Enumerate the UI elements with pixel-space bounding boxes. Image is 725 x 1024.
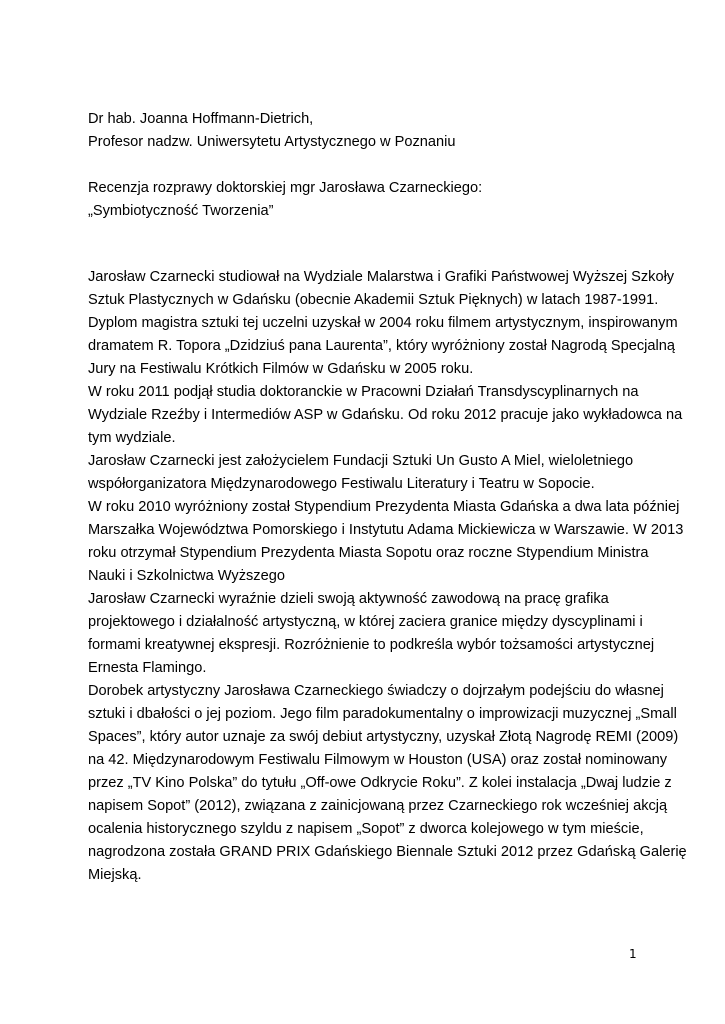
author-affiliation: Profesor nadzw. Uniwersytetu Artystycznego w Poznaniu [88, 134, 456, 150]
page-number: 1 [629, 947, 637, 961]
body-line: Jarosław Czarnecki studiował na Wydziale Malarstwa i Grafiki Państwowej Wyższej Szkoły [88, 269, 675, 285]
body-line: Spaces”, który autor uznaje za swój debiut artystyczny, uzyskał Złotą Nagrodę REMI (2009) [88, 729, 679, 745]
body-line: Jarosław Czarnecki jest założycielem Fundacji Sztuki Un Gusto A Miel, wieloletniego [88, 453, 634, 469]
body-line: Jarosław Czarnecki wyraźnie dzieli swoją aktywność zawodową na pracę grafika [88, 591, 609, 607]
body-line: formami kreatywnej ekspresji. Rozróżnienie to podkreśla wybór tożsamości artystycznej [88, 637, 655, 653]
dissertation-title: „Symbiotyczność Tworzenia” [88, 203, 274, 219]
body-line: współorganizatora Międzynarodowego Festiwalu Literatury i Teatru w Sopocie. [88, 476, 595, 492]
body-line: Nauki i Szkolnictwa Wyższego [88, 568, 285, 584]
body-line: roku otrzymał Stypendium Prezydenta Miasta Sopotu oraz roczne Stypendium Ministra [88, 545, 649, 561]
author-name: Dr hab. Joanna Hoffmann-Dietrich, [88, 111, 314, 127]
review-title-block [88, 177, 688, 223]
body-line: W roku 2011 podjął studia doktoranckie w Pracowni Działań Transdyscyplinarnych na [88, 384, 639, 400]
body-line: Ernesta Flamingo. [88, 660, 207, 676]
body-line: sztuki i dbałości o jej poziom. Jego film paradokumentalny o improwizacji muzycznej „Small [88, 706, 677, 722]
body-line: Miejską. [88, 867, 142, 883]
body-line: tym wydziale. [88, 430, 176, 446]
author-header [88, 108, 688, 154]
body-line: W roku 2010 wyróżniony został Stypendium Prezydenta Miasta Gdańska a dwa lata później [88, 499, 680, 515]
body-line: Jury na Festiwalu Krótkich Filmów w Gdańsku w 2005 roku. [88, 361, 474, 377]
body-line: Wydziale Rzeźby i Intermediów ASP w Gdańsku. Od roku 2012 pracuje jako wykładowca na [88, 407, 683, 423]
body-line: Dyplom magistra sztuki tej uczelni uzyskał w 2004 roku filmem artystycznym, inspirowanym [88, 315, 678, 331]
body-line: dramatem R. Topora „Dzidziuś pana Laurenta”, który wyróżniony został Nagrodą Specjalną [88, 338, 676, 354]
body-line: przez „TV Kino Polska” do tytułu „Off-owe Odkrycie Roku”. Z kolei instalacja „Dwaj ludzie z [88, 775, 672, 791]
body-line: nagrodzona została GRAND PRIX Gdańskiego Biennale Sztuki 2012 przez Gdańską Galerię [88, 844, 687, 860]
body-line: napisem Sopot” (2012), związana z zainicjowaną przez Czarneckiego rok wcześniej akcją [88, 798, 668, 814]
body-line: Sztuk Plastycznych w Gdańsku (obecnie Akademii Sztuk Pięknych) w latach 1987-1991. [88, 292, 659, 308]
body-line: Dorobek artystyczny Jarosława Czarneckiego świadczy o dojrzałym podejściu do własnej [88, 683, 664, 699]
body-line: Marszałka Województwa Pomorskiego i Instytutu Adama Mickiewicza w Warszawie. W 2013 [88, 522, 684, 538]
review-subject: Recenzja rozprawy doktorskiej mgr Jarosława Czarneckiego: [88, 180, 483, 196]
body-line: ocalenia historycznego szyldu z napisem „Sopot” z dworca kolejowego w tym mieście, [88, 821, 644, 837]
body-line: projektowego i działalność artystyczną, w której zaciera granice między dyscyplinami i [88, 614, 643, 630]
review-body [88, 266, 688, 887]
body-line: na 42. Międzynarodowym Festiwalu Filmowym w Houston (USA) oraz został nominowany [88, 752, 668, 768]
